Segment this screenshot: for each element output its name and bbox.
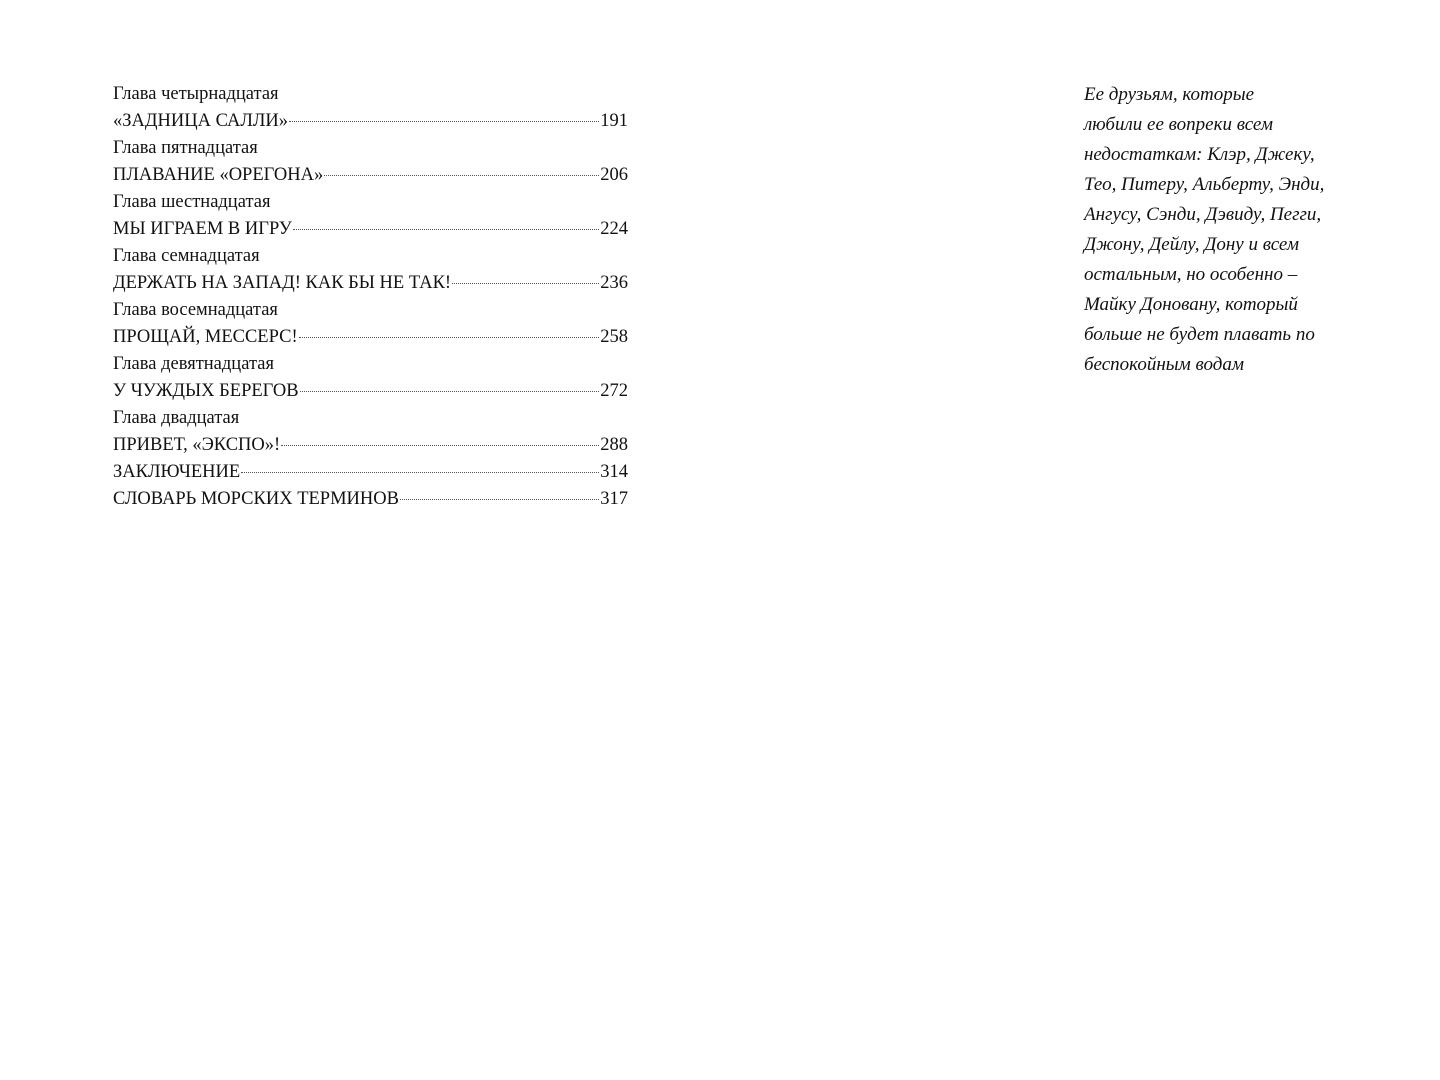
toc-entry[interactable] [113, 108, 628, 135]
toc-entry-page: 236 [600, 273, 628, 293]
dot-leader [324, 175, 599, 176]
toc-entry-title: ПРИВЕТ, «ЭКСПО»! [113, 435, 281, 455]
chapter-label-text: Глава семнадцатая [113, 246, 260, 266]
dot-leader [452, 283, 599, 284]
toc-chapter-label [113, 81, 628, 108]
chapter-label-text: Глава двадцатая [113, 408, 240, 428]
toc-entry-page: 206 [600, 165, 628, 185]
toc-entry-title: ДЕРЖАТЬ НА ЗАПАД! КАК БЫ НЕ ТАК! [113, 273, 452, 293]
dedication-line: Ангусу, Сэнди, Дэвиду, Пегги, [1084, 204, 1322, 225]
toc-entry-page: 314 [600, 462, 628, 482]
dot-leader [289, 121, 599, 122]
toc-entry-page: 317 [600, 489, 628, 509]
toc-entry[interactable] [113, 324, 628, 351]
table-of-contents [113, 81, 628, 513]
toc-entry-page: 191 [600, 111, 628, 131]
toc-entry[interactable] [113, 216, 628, 243]
dot-leader [400, 499, 599, 500]
toc-entry-title: ПРОЩАЙ, МЕССЕРС! [113, 327, 298, 347]
chapter-label-text: Глава восемнадцатая [113, 300, 278, 320]
toc-entry-page: 288 [600, 435, 628, 455]
toc-chapter-label [113, 243, 628, 270]
chapter-label-text: Глава девятнадцатая [113, 354, 274, 374]
toc-chapter-label [113, 351, 628, 378]
dedication-line: Тео, Питеру, Альберту, Энди, [1084, 174, 1325, 195]
toc-entry[interactable] [113, 270, 628, 297]
chapter-label-text: Глава шестнадцатая [113, 192, 271, 212]
toc-entry[interactable] [113, 459, 628, 486]
toc-entry-title: СЛОВАРЬ МОРСКИХ ТЕРМИНОВ [113, 489, 399, 509]
toc-entry[interactable] [113, 486, 628, 513]
dedication-line: любили ее вопреки всем [1084, 114, 1273, 135]
dedication-line: недостаткам: Клэр, Джеку, [1084, 144, 1315, 165]
toc-entry-title: ПЛАВАНИЕ «ОРЕГОНА» [113, 165, 324, 185]
dedication-line: Майку Доновану, который [1084, 294, 1298, 315]
dot-leader [281, 445, 599, 446]
dedication-line: остальным, но особенно – [1084, 264, 1298, 285]
toc-entry[interactable] [113, 162, 628, 189]
toc-entry[interactable] [113, 432, 628, 459]
dot-leader [293, 229, 599, 230]
dedication-line: больше не будет плавать по [1084, 324, 1315, 345]
chapter-label-text: Глава пятнадцатая [113, 138, 258, 158]
dedication-line: Джону, Дейлу, Дону и всем [1084, 234, 1299, 255]
toc-chapter-label [113, 189, 628, 216]
toc-entry-page: 272 [600, 381, 628, 401]
toc-entry-title: «ЗАДНИЦА САЛЛИ» [113, 111, 289, 131]
dot-leader [299, 337, 600, 338]
dot-leader [300, 391, 600, 392]
dedication-line: беспокойным водам [1084, 354, 1244, 375]
toc-entry-title: МЫ ИГРАЕМ В ИГРУ [113, 219, 292, 239]
dedication-line: Ее друзьям, которые [1084, 84, 1255, 105]
toc-chapter-label [113, 297, 628, 324]
toc-entry-page: 224 [600, 219, 628, 239]
toc-entry-title: ЗАКЛЮЧЕНИЕ [113, 462, 241, 482]
toc-entry-title: У ЧУЖДЫХ БЕРЕГОВ [113, 381, 299, 401]
dedication [1084, 80, 1384, 380]
chapter-label-text: Глава четырнадцатая [113, 84, 279, 104]
toc-chapter-label [113, 135, 628, 162]
toc-entry-page: 258 [600, 327, 628, 347]
toc-entry[interactable] [113, 378, 628, 405]
toc-chapter-label [113, 405, 628, 432]
dot-leader [241, 472, 599, 473]
